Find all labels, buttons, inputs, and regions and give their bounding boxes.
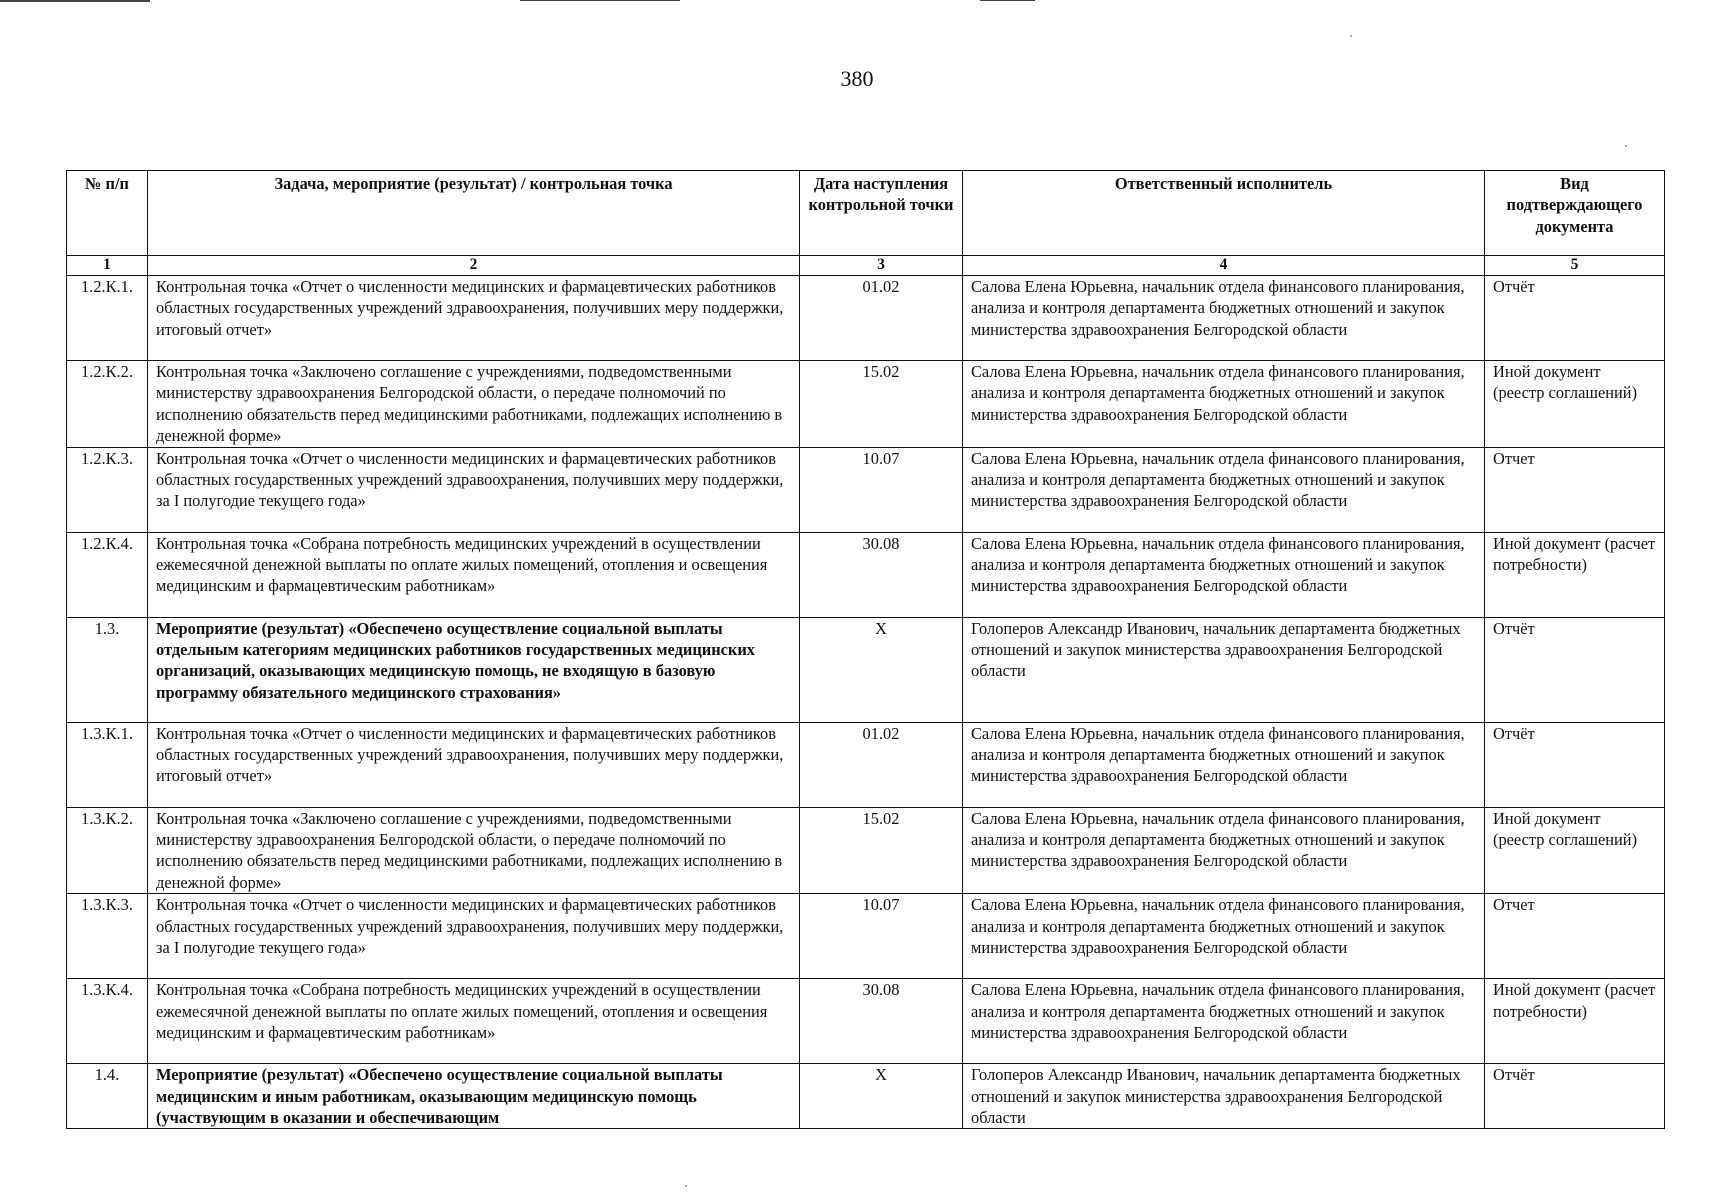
row-number: 1.4. <box>67 1064 148 1129</box>
row-document-type: Отчёт <box>1485 617 1665 722</box>
row-number: 1.3.К.3. <box>67 894 148 979</box>
row-task: Мероприятие (результат) «Обеспечено осуществление социальной выплаты отдельным категориям медицинских работников государственных медицинских организаций, оказывающих медицинскую помощь, не входящую в базовую программу обязательного медицинского страхования» <box>148 617 800 722</box>
row-date: X <box>800 617 963 722</box>
row-document-type: Отчет <box>1485 447 1665 532</box>
row-task: Контрольная точка «Отчет о численности медицинских и фармацевтических работников областных государственных учреждений здравоохранения, получивших меру поддержки, итоговый отчет» <box>148 722 800 807</box>
row-executor: Салова Елена Юрьевна, начальник отдела финансового планирования, анализа и контроля департамента бюджетных отношений и закупок министерства здравоохранения Белгородской области <box>963 979 1485 1064</box>
row-number: 1.3.К.4. <box>67 979 148 1064</box>
row-document-type: Иной документ (реестр соглашений) <box>1485 361 1665 448</box>
row-task: Контрольная точка «Заключено соглашение с учреждениями, подведомственными министерству здравоохранения Белгородской области, о передаче полномочий по исполнению обязательств перед медицинскими работниками, подлежащих исполнению в денежной форме» <box>148 361 800 448</box>
row-executor: Голоперов Александр Иванович, начальник департамента бюджетных отношений и закупок министерства здравоохранения Белгородской области <box>963 1064 1485 1129</box>
row-task: Контрольная точка «Отчет о численности медицинских и фармацевтических работников областных государственных учреждений здравоохранения, получивших меру поддержки, за I полугодие текущего года» <box>148 894 800 979</box>
row-date: 30.08 <box>800 979 963 1064</box>
table-row <box>67 361 1665 448</box>
row-date: 15.02 <box>800 361 963 448</box>
table-row-activity <box>67 617 1665 722</box>
row-number: 1.2.К.2. <box>67 361 148 448</box>
row-task: Мероприятие (результат) «Обеспечено осуществление социальной выплаты медицинским и иным работникам, оказывающим медицинскую помощь (участвующим в оказании и обеспечивающим <box>148 1064 800 1129</box>
column-number: 5 <box>1485 256 1665 276</box>
scan-edge-line <box>980 0 1035 1</box>
control-points-table <box>66 170 1665 1129</box>
row-document-type: Иной документ (реестр соглашений) <box>1485 807 1665 894</box>
table-row <box>67 894 1665 979</box>
row-task: Контрольная точка «Собрана потребность медицинских учреждений в осуществлении ежемесячной денежной выплаты по оплате жилых помещений, отопления и освещения медицинским и фармацевтическим работникам» <box>148 979 800 1064</box>
table-row <box>67 807 1665 894</box>
row-number: 1.2.К.1. <box>67 276 148 361</box>
table-row <box>67 447 1665 532</box>
row-document-type: Отчёт <box>1485 276 1665 361</box>
header-executor: Ответственный исполнитель <box>963 171 1485 256</box>
row-task: Контрольная точка «Заключено соглашение с учреждениями, подведомственными министерству здравоохранения Белгородской области, о передаче полномочий по исполнению обязательств перед медицинскими работниками, подлежащих исполнению в денежной форме» <box>148 807 800 894</box>
header-number: № п/п <box>67 171 148 256</box>
row-executor: Салова Елена Юрьевна, начальник отдела финансового планирования, анализа и контроля департамента бюджетных отношений и закупок министерства здравоохранения Белгородской области <box>963 894 1485 979</box>
row-number: 1.2.К.3. <box>67 447 148 532</box>
scan-speck <box>685 1185 687 1187</box>
row-executor: Салова Елена Юрьевна, начальник отдела финансового планирования, анализа и контроля департамента бюджетных отношений и закупок министерства здравоохранения Белгородской области <box>963 722 1485 807</box>
row-document-type: Отчет <box>1485 894 1665 979</box>
row-executor: Салова Елена Юрьевна, начальник отдела финансового планирования, анализа и контроля департамента бюджетных отношений и закупок министерства здравоохранения Белгородской области <box>963 276 1485 361</box>
row-executor: Салова Елена Юрьевна, начальник отдела финансового планирования, анализа и контроля департамента бюджетных отношений и закупок министерства здравоохранения Белгородской области <box>963 532 1485 617</box>
column-number: 4 <box>963 256 1485 276</box>
row-date: 10.07 <box>800 894 963 979</box>
row-executor: Салова Елена Юрьевна, начальник отдела финансового планирования, анализа и контроля департамента бюджетных отношений и закупок министерства здравоохранения Белгородской области <box>963 447 1485 532</box>
page-number: 380 <box>840 66 874 91</box>
row-document-type: Отчёт <box>1485 1064 1665 1129</box>
row-date: 15.02 <box>800 807 963 894</box>
row-task: Контрольная точка «Собрана потребность медицинских учреждений в осуществлении ежемесячной денежной выплаты по оплате жилых помещений, отопления и освещения медицинским и фармацевтическим работникам» <box>148 532 800 617</box>
row-executor: Салова Елена Юрьевна, начальник отдела финансового планирования, анализа и контроля департамента бюджетных отношений и закупок министерства здравоохранения Белгородской области <box>963 361 1485 448</box>
header-date: Дата наступления контрольной точки <box>800 171 963 256</box>
row-date: 01.02 <box>800 722 963 807</box>
row-document-type: Отчёт <box>1485 722 1665 807</box>
table-row <box>67 722 1665 807</box>
row-document-type: Иной документ (расчет потребности) <box>1485 979 1665 1064</box>
row-executor: Голоперов Александр Иванович, начальник департамента бюджетных отношений и закупок министерства здравоохранения Белгородской области <box>963 617 1485 722</box>
table-row <box>67 276 1665 361</box>
table-row <box>67 532 1665 617</box>
table-row-activity <box>67 1064 1665 1129</box>
row-number: 1.3.К.2. <box>67 807 148 894</box>
row-number: 1.3. <box>67 617 148 722</box>
column-number-row <box>67 256 1665 276</box>
row-executor: Салова Елена Юрьевна, начальник отдела финансового планирования, анализа и контроля департамента бюджетных отношений и закупок министерства здравоохранения Белгородской области <box>963 807 1485 894</box>
column-number: 3 <box>800 256 963 276</box>
row-date: X <box>800 1064 963 1129</box>
row-document-type: Иной документ (расчет потребности) <box>1485 532 1665 617</box>
table-row <box>67 979 1665 1064</box>
header-task: Задача, мероприятие (результат) / контрольная точка <box>148 171 800 256</box>
scan-speck <box>1625 145 1627 147</box>
row-date: 01.02 <box>800 276 963 361</box>
row-task: Контрольная точка «Отчет о численности медицинских и фармацевтических работников областных государственных учреждений здравоохранения, получивших меру поддержки, за I полугодие текущего года» <box>148 447 800 532</box>
row-date: 30.08 <box>800 532 963 617</box>
table-header-row <box>67 171 1665 256</box>
scan-edge-line <box>520 0 680 1</box>
scan-speck <box>1350 35 1352 37</box>
header-document: Вид подтверждающего документа <box>1485 171 1665 256</box>
column-number: 1 <box>67 256 148 276</box>
scan-edge-line <box>0 0 150 2</box>
row-task: Контрольная точка «Отчет о численности медицинских и фармацевтических работников областных государственных учреждений здравоохранения, получивших меру поддержки, итоговый отчет» <box>148 276 800 361</box>
row-date: 10.07 <box>800 447 963 532</box>
row-number: 1.2.К.4. <box>67 532 148 617</box>
column-number: 2 <box>148 256 800 276</box>
row-number: 1.3.К.1. <box>67 722 148 807</box>
